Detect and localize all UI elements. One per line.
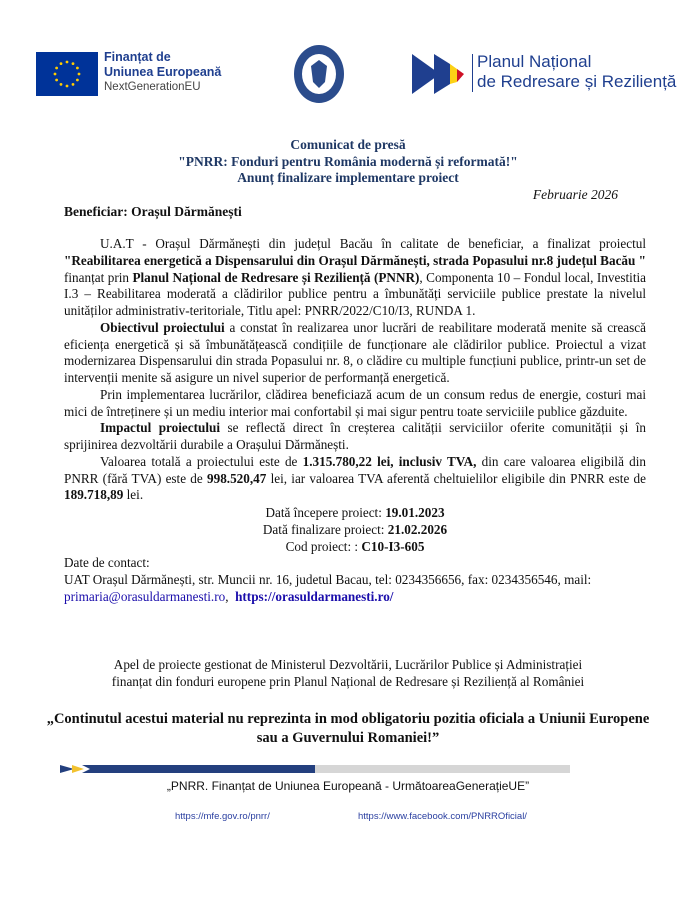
footer-link-mfe[interactable]: https://mfe.gov.ro/pnrr/ [175,811,270,822]
contact-details: UAT Orașul Dărmănești, str. Muncii nr. 16, judetul Bacau, tel: 0234356656, fax: 0234356546, mail: [64,572,592,587]
text: din care valoarea eligibilă din PNRR (fără TVA) este de [64,453,647,486]
text: , Componenta 10 – Fondul local, Investitia I.3 – Reabilitarea moderată a clădirilor publice pentru a îmbunătăți serviciile publice prestate la nivelul unităților administrativ-teritoriale, Titlu apel: PNRR/2022/C10/I3, RUNDA 1. [64,269,646,318]
pnrr-logo-line1: Planul Național [477,52,592,71]
title-line1: Comunicat de presă [290,137,406,152]
project-end [64,522,646,539]
program-name: Planul Național de Redresare și Reziliență (PNNR) [132,269,420,285]
pnrr-arrows-icon [412,54,472,94]
paragraph-objective [64,320,646,387]
title-line3: Anunț finalizare implementare proiect [237,170,459,185]
body-text: U.A.T - Orașul Dărmănești din județul Bacău în calitate de beneficiar, a finalizat proiectul "Reabilitarea energetică a Dispensarului din Orașul Dărmănești, strada Popasului nr.8 județul Bacău " finanțat prin Planul Național de Redresare și Reziliență (PNNR), Componenta 10 – Fondul local, Investitia I.3 – Reabilitarea moderată a clădirilor publice pentru a îmbunătăți serviciile publice prestate la nivelul unităților administrativ-teritoriale, Titlu apel: PNRR/2022/C10/I3, RUNDA 1. Obiectivul proiectului a constat în realizarea unor lucrări de reabilitare moderată menite să crească eficiența energetică și să îmbunătățească condițiile de funcționare ale clădirilor publice. Proiectul a vizat modernizarea Dispensarului din strada Popasului nr. 8, o clădire cu multiple funcțiuni publice, printr-un set de intervenții menite să asigure un nivel superior de performanță energetică. Prin implementarea lucrărilor, clădirea beneficiază acum de un consum redus de energie, costuri mai mici de întreținere și un mediu interior mai confortabil și mai sigur pentru toate serviciile publice găzduite. Impactul proiectului se reflectă direct în creșterea calității serviciilor oferite comunității și în sprijinirea dezvoltării durabile a Orașului Dărmănești. Valoarea totală a proiectului este de 1.315.780,22 lei, inclusiv TVA, din care valoarea eligibilă din PNRR (fără TVA) este de 998.520,47 lei, iar valoarea TVA aferentă cheltuielilor eligibile din PNRR este de 189.718,89 lei. Dată începere proiect: 19.01.2023 Dată finalizare proiect: 21.02.2026 Cod proiect: : C10-I3-605 Date de contact: UAT Orașul Dărmănești, str. Muncii nr. 16, judetul Bacau, tel: 0234356656, fax: 0234356546, mail: primaria@orasuldarmanesti.ro, https://orasuldarmanesti.ro/ [64,236,647,604]
arrow-icon [60,765,104,773]
text: a constat în realizarea unor lucrări de reabilitare moderată menite să crească eficiența energetică și să îmbunătățească condițiile de funcționare ale clădirilor publice. Proiectul a vizat modernizarea Dispensarului din strada Popasului nr. 8, o clădire cu multiple funcțiuni publice, printr-un set de intervenții menite să asigure un nivel superior de performanță energetică. [64,319,646,385]
label: Cod proiect: : [285,538,362,554]
end-date: 21.02.2026 [387,521,448,537]
start-date: 19.01.2023 [385,505,445,520]
disclaimer-line1: „Continutul acestui material nu reprezinta in mod obligatoriu pozitia oficiala a Uniunii Europene [46,711,650,727]
project-name: "Reabilitarea energetică a Dispensarului din Orașul Dărmănești, strada Popasului nr.8 județul Bacău " [64,252,646,268]
project-code [64,539,646,556]
text: U.A.T - Orașul Dărmănești din județul Bacău în calitate de beneficiar, a finalizat proiectul [100,236,646,251]
eu-logo [36,50,236,100]
paragraph-intro [64,236,646,320]
text: se reflectă direct în creșterea calității serviciilor oferite comunității și în sprijinirea dezvoltării durabile a Orașului Dărmănești. [64,420,646,452]
label: Dată începere proiect: [265,505,386,520]
objective-label: Obiectivul proiectului [100,319,225,335]
text: lei. [123,487,144,503]
title-line2: "PNRR: Fonduri pentru România modernă și reformată!" [178,153,518,169]
label: Dată finalizare proiect: [262,521,388,537]
disclaimer-line2: sau a Guvernului Romaniei!” [256,730,440,746]
pnrr-logo [412,52,682,98]
eu-logo-line3: NextGenerationEU [104,81,201,93]
pnrr-logo-line2: de Redresare și Reziliență [477,72,677,91]
footer-bar [60,765,570,773]
footer-slogan: „PNRR. Finanțat de Uniunea Europeană - UrmătoareaGenerațieUE” [166,779,530,793]
eu-logo-line1: Finanțat de [104,50,171,64]
government-seal-logo [293,44,345,104]
email-link[interactable]: primaria@orasuldarmanesti.ro [64,588,226,604]
government-seal-icon [293,44,345,104]
project-start [64,505,646,522]
code: C10-I3-605 [361,538,425,554]
vat-value: 189.718,89 [64,487,124,503]
paragraph-impact [64,420,646,454]
text: Valoarea totală a proiectului este de [100,453,303,469]
total-value: 1.315.780,22 lei, inclusiv TVA, [302,453,477,469]
contact-heading: Date de contact: [64,555,150,571]
footer-link-facebook[interactable]: https://www.facebook.com/PNRROficial/ [358,811,527,822]
eu-flag-icon [36,52,98,96]
call-line2: finanțat din fonduri europene prin Planul Național de Redresare și Reziliență al României [111,674,585,689]
release-date: Februarie 2026 [532,187,618,202]
impact-label: Impactul proiectului [100,420,221,436]
eligible-value: 998.520,47 [207,470,267,486]
call-line1: Apel de proiecte gestionat de Ministerul Dezvoltării, Lucrărilor Publice și Administrației [113,657,583,672]
paragraph-results: Prin implementarea lucrărilor, clădirea beneficiază acum de un consum redus de energie, costuri mai mici de întreținere și un mediu interior mai confortabil și mai sigur pentru toate serviciile publice găzduite. [64,386,646,419]
eu-logo-line2: Uniunea Europeană [104,65,222,79]
website-link[interactable]: https://orasuldarmanesti.ro/ [235,588,394,604]
disclaimer [40,710,656,748]
text: lei, iar valoarea TVA aferentă cheltuielilor eligibile din PNRR este de [266,470,646,486]
press-release-title [0,137,696,187]
paragraph-value [64,454,646,504]
call-info [0,656,696,690]
beneficiary: Beneficiar: Orașul Dărmănești [64,204,242,219]
text: finanțat prin [64,269,133,285]
